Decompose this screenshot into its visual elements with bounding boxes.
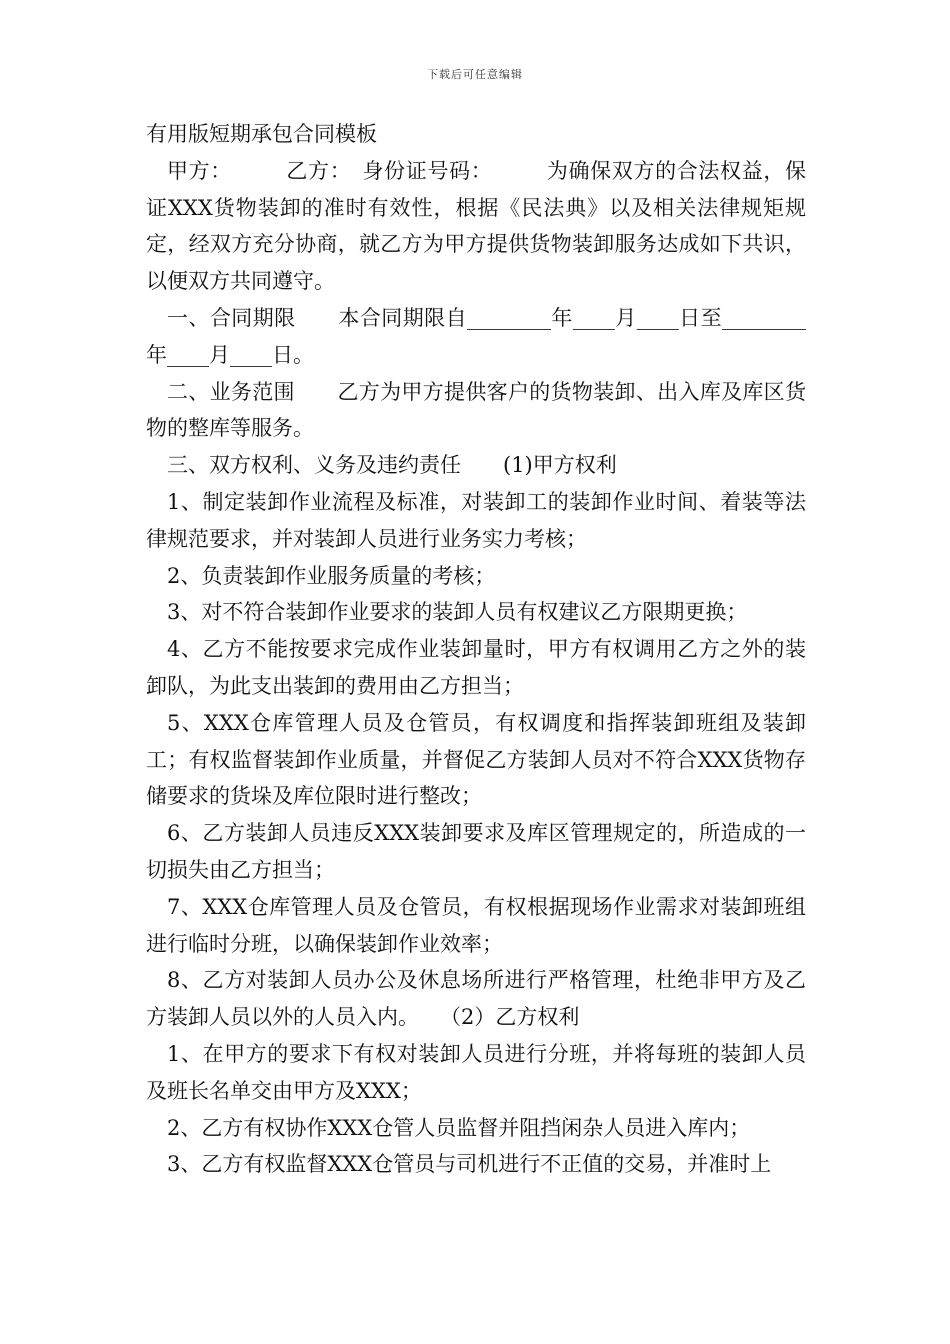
clause-paragraph: 7、XXX仓库管理人员及仓管员，有权根据现场作业需求对装卸班组进行临时分班，以确保装卸作业效率； (146, 894, 806, 956)
clause-paragraph: 5、XXX仓库管理人员及仓管员，有权调度和指挥装卸班组及装卸工；有权监督装卸作业质量，并督促乙方装卸人员对不符合XXX货物存储要求的货垛及库位限时进行整改； (146, 710, 806, 809)
preamble-paragraph: 甲方： 乙方： 身份证号码： 为确保双方的合法权益，保证XXX货物装卸的准时有效性，根据《民法典》以及相关法律规矩规定，经双方充分协商，就乙方为甲方提供货物装卸服务达成如下共识，以便双方共同遵守。 (146, 158, 806, 294)
clause-paragraph: 2、负责装卸作业服务质量的考核； (167, 563, 496, 588)
header-note: 下载后可任意编辑 (427, 68, 523, 81)
section-term: 一、合同期限 本合同期限自________年____月____日至________年____月____日。 (146, 305, 806, 367)
clause-paragraph: 1、在甲方的要求下有权对装卸人员进行分班，并将每班的装卸人员及班长名单交由甲方及XXX； (146, 1041, 806, 1103)
clause-paragraph: 3、对不符合装卸作业要求的装卸人员有权建议乙方限期更换； (167, 600, 748, 625)
section-scope: 二、业务范围 乙方为甲方提供客户的货物装卸、出入库及库区货物的整库等服务。 (146, 379, 806, 441)
clause-paragraph: 8、乙方对装卸人员办公及休息场所进行严格管理，杜绝非甲方及乙方装卸人员以外的人员入内。 （2）乙方权利 (146, 968, 806, 1030)
clause-paragraph: 2、乙方有权协作XXX仓管人员监督并阻挡闲杂人员进入库内； (167, 1115, 751, 1140)
document-title: 有用版短期承包合同模板 (146, 122, 377, 146)
clause-paragraph: 6、乙方装卸人员违反XXX装卸要求及库区管理规定的，所造成的一切损失由乙方担当； (146, 821, 806, 882)
clause-paragraph: 3、乙方有权监督XXX仓管员与司机进行不正值的交易，并准时上 (167, 1152, 772, 1177)
section-rights-heading: 三、双方权利、义务及违约责任 (1)甲方权利 (167, 453, 617, 478)
clause-paragraph: 4、乙方不能按要求完成作业装卸量时，甲方有权调用乙方之外的装卸队，为此支出装卸的费用由乙方担当； (146, 637, 806, 698)
document-body (146, 116, 806, 1183)
clause-paragraph: 1、制定装卸作业流程及标准，对装卸工的装卸作业时间、着装等法律规范要求，并对装卸人员进行业务实力考核； (146, 489, 806, 551)
